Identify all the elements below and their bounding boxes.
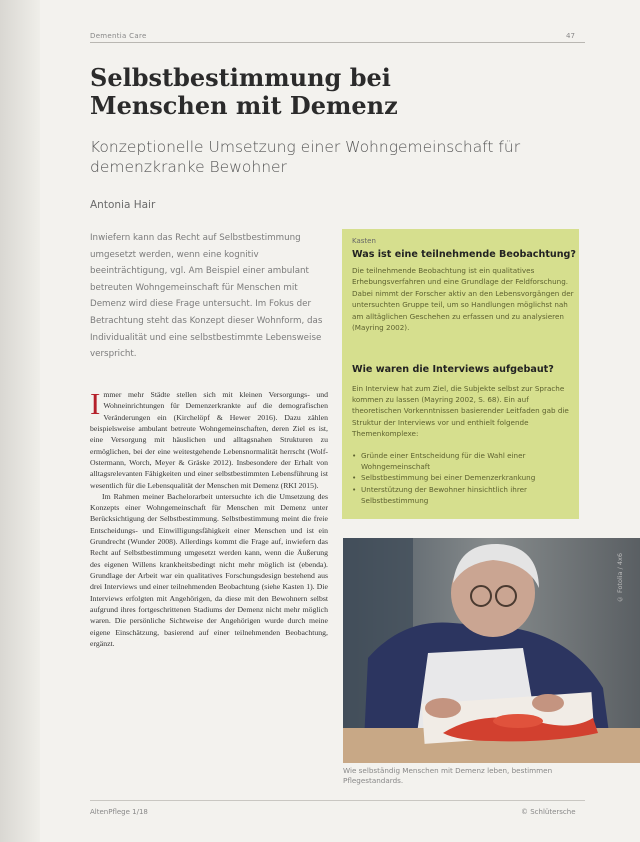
article-subtitle: Konzeptionelle Umsetzung einer Wohngemeinschaft für demenzkranke Bewohner [90,138,521,176]
photo-illustration [343,538,640,763]
info-box-text-1: Die teilnehmende Beobachtung ist ein qualitatives Erhebungsverfahren und eine Grundlage der Feldforschung. Dabei nimmt der Forscher aktiv an den Lebensvorgängen der untersuchten Gruppe teil, um so Handlungen möglichst nah am alltäglichen Geschehen zu erfassen und zu analysieren (Mayring 2002). [352,266,574,333]
article-title: Selbstbestimmung bei Menschen mit Demenz [90,63,398,120]
info-box-list [352,450,575,506]
section-header: Dementia Care [90,32,147,40]
article-body [90,386,328,649]
article-photo [343,538,640,763]
info-box-label: Kasten [352,237,376,245]
page-number: 47 [566,32,575,40]
list-item: • Unterstützung der Bewohner hinsichtlich ihrer Selbstbestimmung [352,484,575,506]
info-box-heading-1: Was ist eine teilnehmende Beobachtung? [352,249,576,260]
footer-divider [90,800,585,801]
article-intro: Inwiefern kann das Recht auf Selbstbestimmung umgesetzt werden, wenn eine kognitiv beeinträchtigung, vgl. Am Beispiel einer ambulant betreuten Wohngemeinschaft für Menschen mit Demenz wird diese Frage untersucht. Im Fokus der Betrachtung steht das Konzept dieser Wohnform, das Individualität und eine selbstbestimmte Lebensweise verspricht. [90,233,323,360]
info-box-heading-2: Wie waren die Interviews aufgebaut? [352,364,554,375]
page-spine-shadow [0,0,40,842]
body-paragraph-1 [90,386,328,491]
info-box-text-2: Ein Interview hat zum Ziel, die Subjekte selbst zur Sprache kommen zu lassen (Mayring 2002, S. 68). Ein auf theoretischen Vorkenntnissen basierender Leitfaden gab die Struktur der Interviews vor und enthielt folgende Themenkomplexe: [352,384,569,438]
list-item: • Gründe einer Entscheidung für die Wahl einer Wohngemeinschaft [352,450,575,472]
photo-credit: © Fotolia / 4x6 [616,553,624,604]
body-paragraph-1-text: mmer mehr Städte stellen sich mit kleinen Versorgungs- und Wohneinrichtungen für Demenzerkrankte auf die demografischen Veränderungen ein (Kirchelöpf & Hewer 2016). Dazu zählen beispielsweise ambulant betreute Wohngemeinschaften, deren Ziel es ist, eine Versorgung mit häuslichen und alltagsnahen Strukturen zu ermöglichen, bei der eine weitestgehende Lebensnormalität herrscht (Wolf-Ostermann, Worch, Meyer & Gräske 2012). Insbesondere der Erhalt von alltagsrelevanten Fähigkeiten und einer selbstbestimmten Lebensführung ist wesentlich für die Lebensqualität der Menschen mit Demenz (RKI 2015). [90,390,328,490]
article-author: Antonia Hair [90,199,156,211]
footer-publication: AltenPflege 1/18 [90,808,148,816]
drop-cap: I [90,386,101,421]
list-item: • Selbstbestimmung bei einer Demenzerkrankung [352,472,575,483]
photo-caption: Wie selbständig Menschen mit Demenz leben, bestimmen Pflegestandards. [343,766,553,785]
body-paragraph-2: Im Rahmen meiner Bachelorarbeit untersuchte ich die Umsetzung des Konzepts einer Wohngemeinschaft für Menschen mit Demenz unter Berücksichtigung der Selbstbestimmung. Selbstbestimmung meint die freie Entscheidungs- und Einwilligungsfähigkeit einer Menschen und ist ein Grundrecht (Wunder 2008). Allerdings kommt die Frage auf, inwiefern das Recht auf Selbstbestimmung umgesetzt werden kann, wenn die Äußerung des eigenen Willens krankheitsbedingt nicht mehr möglich ist (ebenda). Grundlage der Arbeit war ein qualitatives Forschungsdesign bestehend aus drei Interviews und einer teilnehmenden Beobachtung (siehe Kasten 1). Die Interviews erfolgten mit Angehörigen, da diese mit den Bewohnern selbst aufgrund ihres fortgeschrittenen Stadiums der Demenz nicht mehr möglich waren. Die persönliche Sichtweise der Angehörigen wurde durch meine eigene Einschätzung, basierend auf einer teilnehmenden Beobachtung, ergänzt. [90,491,328,648]
footer-publisher: © Schlütersche [521,808,576,816]
header-divider [90,42,585,43]
